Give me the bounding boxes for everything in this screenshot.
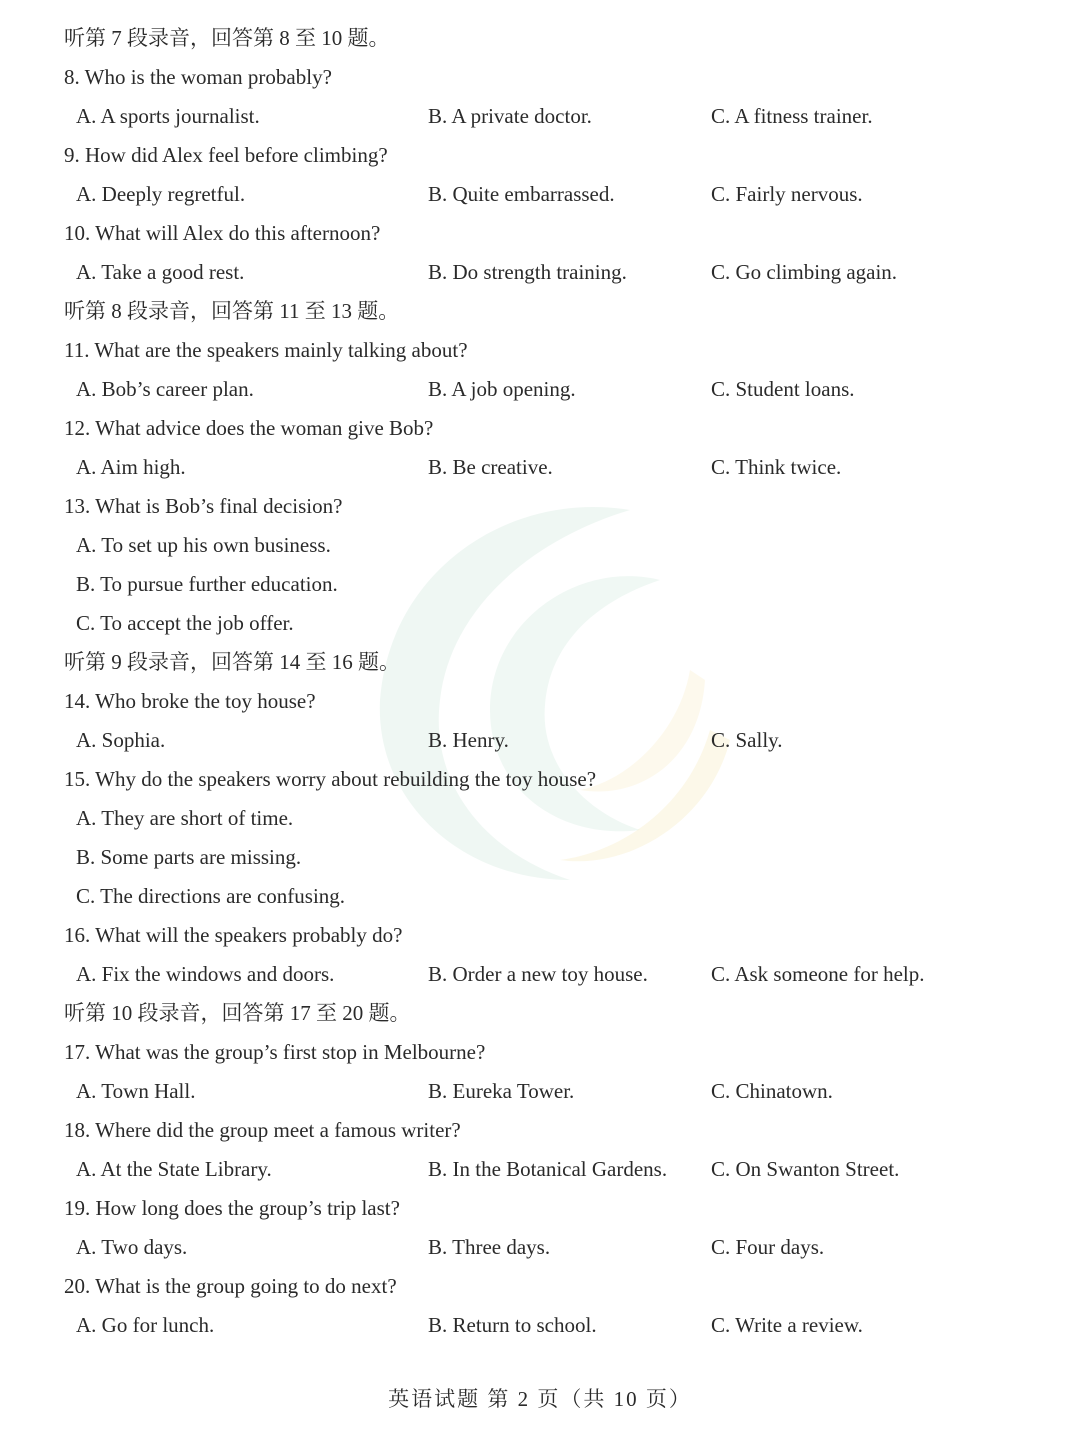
question-17-option-c: C. Chinatown. [711,1079,833,1103]
question-20-stem: 20. What is the group going to do next? [64,1274,397,1298]
question-18-stem: 18. Where did the group meet a famous writer? [64,1118,461,1142]
question-15-stem: 15. Why do the speakers worry about rebuilding the toy house? [64,767,597,791]
question-9-row [0,136,1080,175]
question-9-option-c: C. Fairly nervous. [711,182,863,206]
question-15-option-a-row [0,799,1080,838]
question-8-option-c: C. A fitness trainer. [711,104,873,128]
question-20-row [0,1267,1080,1306]
question-11-option-b: B. A job opening. [428,377,576,401]
question-20-option-a: A. Go for lunch. [76,1313,215,1337]
question-18-row [0,1111,1080,1150]
section-7-row [0,19,1080,58]
section-heading: 听第 9 段录音，回答第 14 至 16 题。 [64,650,400,674]
question-16-option-a: A. Fix the windows and doors. [76,962,335,986]
question-14-option-b: B. Henry. [428,728,509,752]
question-13-option-c-row [0,604,1080,643]
question-15-option-b-row [0,838,1080,877]
question-12-options [0,448,1080,487]
question-18-option-a: A. At the State Library. [76,1157,272,1181]
question-19-option-b: B. Three days. [428,1235,551,1259]
question-13-stem: 13. What is Bob’s final decision? [64,494,343,518]
question-16-options [0,955,1080,994]
section-heading: 听第 8 段录音，回答第 11 至 13 题。 [64,299,400,323]
question-11-options [0,370,1080,409]
question-8-option-b: B. A private doctor. [428,104,592,128]
question-15-option-c: C. The directions are confusing. [76,884,346,908]
question-10-option-c: C. Go climbing again. [711,260,898,284]
question-18-option-b: B. In the Botanical Gardens. [428,1157,668,1181]
question-14-row [0,682,1080,721]
question-17-row [0,1033,1080,1072]
question-20-option-b: B. Return to school. [428,1313,597,1337]
question-9-option-b: B. Quite embarrassed. [428,182,615,206]
question-11-stem: 11. What are the speakers mainly talking about? [64,338,468,362]
question-15-option-c-row [0,877,1080,916]
question-20-option-c: C. Write a review. [711,1313,863,1337]
page-footer: 英语试题 第 2 页（共 10 页） [388,1387,692,1411]
section-10-row [0,994,1080,1033]
question-10-row [0,214,1080,253]
section-heading: 听第 7 段录音，回答第 8 至 10 题。 [64,26,390,50]
question-11-option-a: A. Bob’s career plan. [76,377,254,401]
question-13-option-c: C. To accept the job offer. [76,611,294,635]
question-9-options [0,175,1080,214]
question-8-options [0,97,1080,136]
section-8-row [0,292,1080,331]
question-16-stem: 16. What will the speakers probably do? [64,923,403,947]
question-20-options [0,1306,1080,1345]
question-14-stem: 14. Who broke the toy house? [64,689,316,713]
question-16-row [0,916,1080,955]
question-15-option-b: B. Some parts are missing. [76,845,302,869]
question-12-row [0,409,1080,448]
question-17-stem: 17. What was the group’s first stop in Melbourne? [64,1040,486,1064]
question-14-option-a: A. Sophia. [76,728,166,752]
question-12-option-a: A. Aim high. [76,455,186,479]
question-16-option-b: B. Order a new toy house. [428,962,648,986]
question-19-row [0,1189,1080,1228]
question-14-options [0,721,1080,760]
section-heading: 听第 10 段录音，回答第 17 至 20 题。 [64,1001,411,1025]
question-10-option-a: A. Take a good rest. [76,260,245,284]
question-11-option-c: C. Student loans. [711,377,855,401]
question-12-option-c: C. Think twice. [711,455,842,479]
question-19-stem: 19. How long does the group’s trip last? [64,1196,400,1220]
question-10-options [0,253,1080,292]
question-14-option-c: C. Sally. [711,728,783,752]
question-15-row [0,760,1080,799]
question-13-option-b: B. To pursue further education. [76,572,338,596]
question-10-stem: 10. What will Alex do this afternoon? [64,221,381,245]
question-16-option-c: C. Ask someone for help. [711,962,925,986]
question-8-option-a: A. A sports journalist. [76,104,260,128]
question-17-option-b: B. Eureka Tower. [428,1079,575,1103]
question-13-option-a-row [0,526,1080,565]
question-8-stem: 8. Who is the woman probably? [64,65,332,89]
question-17-options [0,1072,1080,1111]
question-18-options [0,1150,1080,1189]
question-13-row [0,487,1080,526]
question-9-stem: 9. How did Alex feel before climbing? [64,143,388,167]
question-13-option-b-row [0,565,1080,604]
question-8-row [0,58,1080,97]
question-12-option-b: B. Be creative. [428,455,553,479]
question-19-option-c: C. Four days. [711,1235,825,1259]
question-13-option-a: A. To set up his own business. [76,533,331,557]
section-9-row [0,643,1080,682]
question-11-row [0,331,1080,370]
question-19-options [0,1228,1080,1267]
question-19-option-a: A. Two days. [76,1235,188,1259]
question-15-option-a: A. They are short of time. [76,806,294,830]
question-18-option-c: C. On Swanton Street. [711,1157,900,1181]
question-9-option-a: A. Deeply regretful. [76,182,246,206]
question-10-option-b: B. Do strength training. [428,260,627,284]
question-17-option-a: A. Town Hall. [76,1079,196,1103]
question-12-stem: 12. What advice does the woman give Bob? [64,416,434,440]
